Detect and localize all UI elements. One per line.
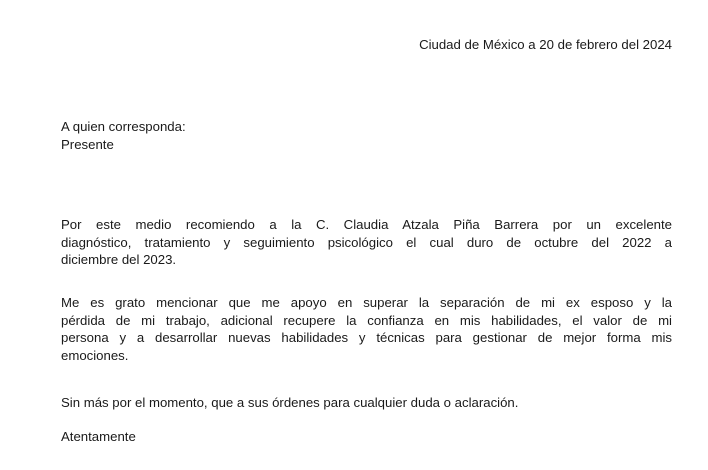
paragraph-recommendation bbox=[61, 216, 672, 269]
salutation-block bbox=[61, 118, 186, 154]
salutation: A quien corresponda: bbox=[61, 119, 186, 134]
date-line: Ciudad de México a 20 de febrero del 2024 bbox=[419, 37, 672, 52]
paragraph-line: Me es grato mencionar que me apoyo en superar la separación de mi ex esposo y la bbox=[61, 295, 672, 310]
paragraph-details bbox=[61, 294, 672, 364]
closing: Atentamente bbox=[61, 429, 136, 444]
paragraph-line: Por este medio recomiendo a la C. Claudia Atzala Piña Barrera por un excelente bbox=[61, 217, 672, 232]
salutation-presente: Presente bbox=[61, 137, 114, 152]
paragraph-line: diciembre del 2023. bbox=[61, 252, 177, 267]
paragraph-line: persona y a desarrollar nuevas habilidades y técnicas para gestionar de mejor forma mis bbox=[61, 330, 672, 345]
paragraph-line: emociones. bbox=[61, 347, 129, 363]
paragraph-farewell: Sin más por el momento, que a sus órdenes para cualquier duda o aclaración. bbox=[61, 395, 519, 410]
paragraph-line: pérdida de mi trabajo, adicional recupere la confianza en mis habilidades, el valor de mi bbox=[61, 312, 672, 328]
paragraph-line: diagnóstico, tratamiento y seguimiento psicológico el cual duro de octubre del 2022 a bbox=[61, 234, 672, 250]
